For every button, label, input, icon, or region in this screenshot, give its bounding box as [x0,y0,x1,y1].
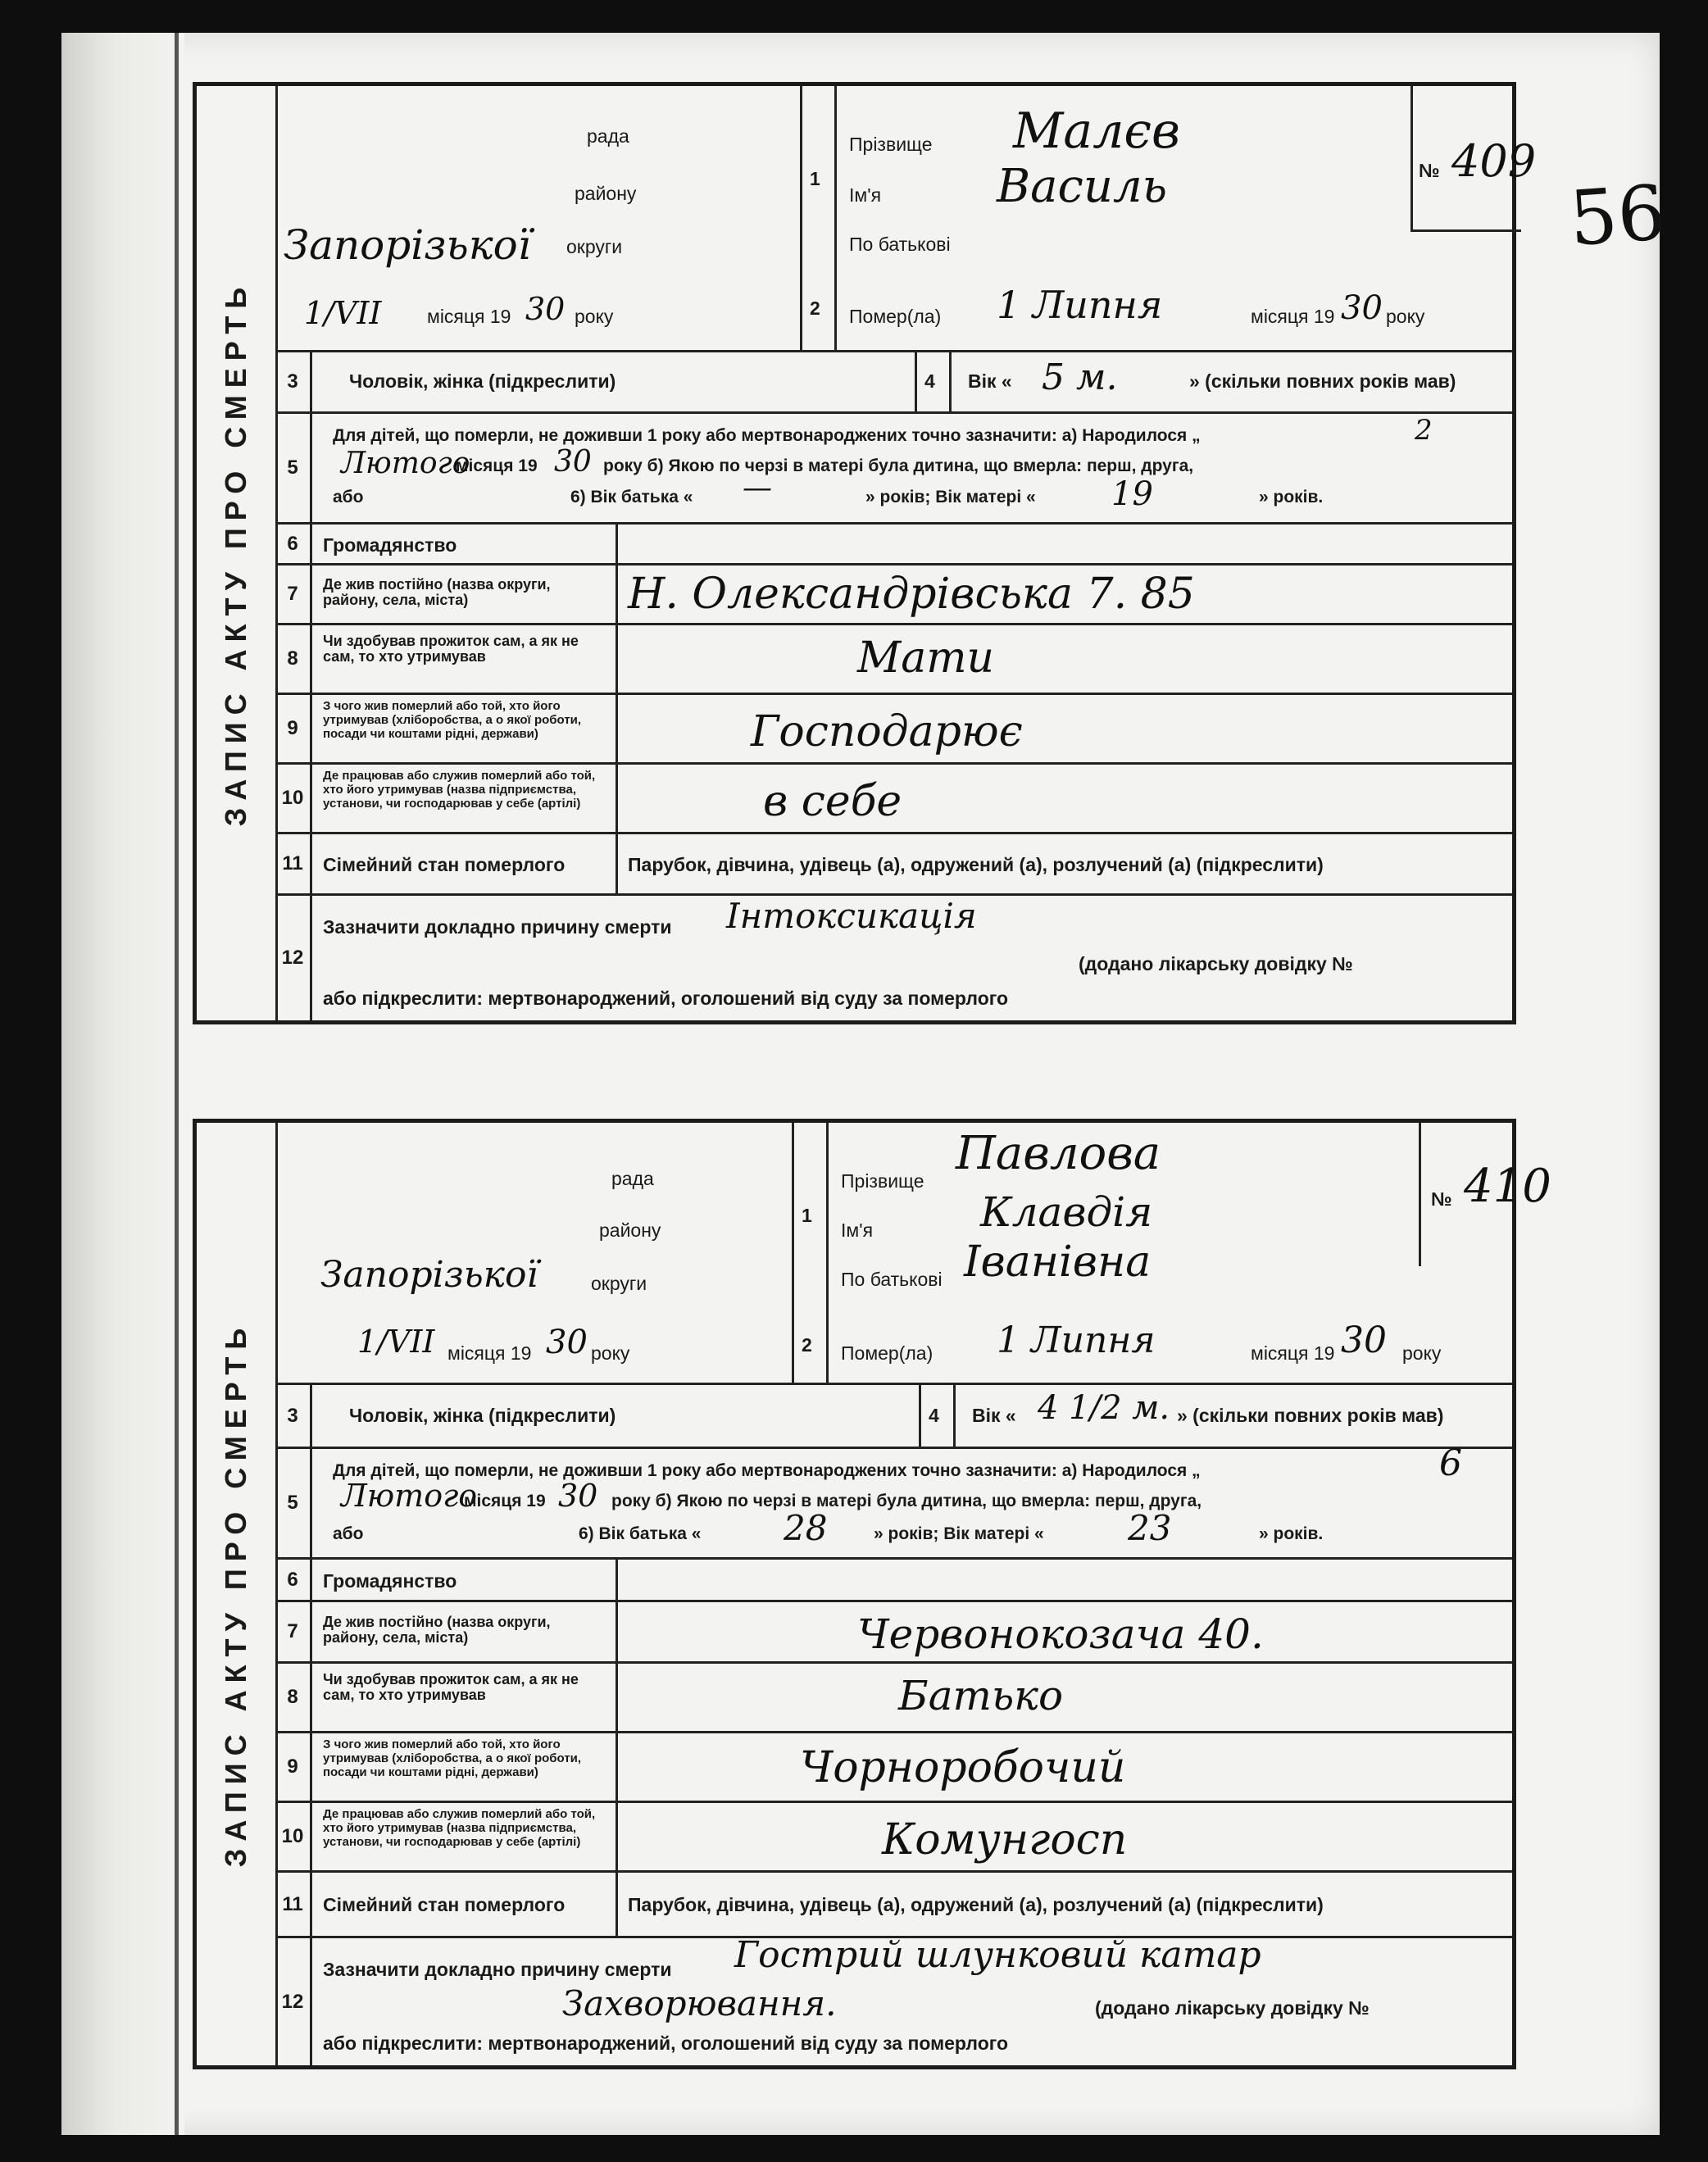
row-residence [275,1602,1512,1664]
handwritten-entry: 30 [525,291,566,327]
handwritten-entry: Батько [898,1672,1064,1719]
row-sex-age [275,1385,1512,1449]
form-label: Помер(ла) [841,1342,933,1364]
form-label: року б) Якою по черзі в матері була дитина, що вмерла: перш, друга, [611,1492,1202,1510]
cell-divider [949,352,952,411]
handwritten-entry: Іванівна [964,1238,1152,1287]
handwritten-entry: Запорізької [320,1254,538,1296]
row-number: 8 [275,625,312,693]
row-number: 12 [275,1938,312,2065]
row-number: 9 [275,695,312,762]
form-label: Громадянство [323,1570,457,1592]
handwritten-entry: Лютого [341,447,470,480]
died-date-value: 1 Липня [997,283,1163,327]
form-label: (додано лікарську довідку № [1095,1997,1370,2019]
form-label: або підкреслити: мертвонароджений, оголошений від суду за померлого [323,2033,1009,2054]
form-label: № [1419,160,1440,181]
handwritten-entry: Червонокозача 40. [857,1610,1264,1658]
residence-value: Н. Олександрівська 7. 85 [628,570,1195,619]
form-label: » років; Вік матері « [874,1524,1044,1543]
cell-divider [792,1123,794,1383]
handwritten-entry: Лютого [341,1478,478,1514]
row-number: 11 [275,1873,312,1936]
form-label: місяця 19 [447,1342,532,1364]
binding-edge [175,33,179,2135]
form-label: 4 [929,1405,939,1426]
handwritten-entry: 410 [1464,1160,1551,1213]
form-label: Вік « [972,1405,1016,1426]
page-number: 56 [1566,169,1669,263]
cell-divider [616,1873,618,1936]
death-record-1 [193,82,1537,1024]
form-label: округи [591,1273,647,1294]
handwritten-entry: Чорноробочий [800,1743,1126,1792]
form-label: району [599,1220,661,1241]
form-label: 6) Вік батька « [579,1524,702,1543]
handwritten-entry: 30 [1341,1319,1387,1361]
record-header [275,1123,1551,1385]
form-label: або підкреслити: мертвонароджений, оголошений від суду за померлого [323,988,1009,1009]
form-label: Парубок, дівчина, удівець (а), одружений (а), розлучений (а) (підкреслити) [628,1894,1324,1915]
form-label: Сімейний стан померлого [323,1894,566,1915]
record-header [275,86,1537,352]
row-number: 5 [275,1449,312,1557]
cell-divider [953,1385,956,1447]
cell-divider [616,1602,618,1661]
form-label: » років. [1259,488,1324,506]
form-label: З чого жив померлий або той, хто його утримував (хліборобства, а о якої роботи, посади чи коштами рідні, держави) [323,699,582,741]
handwritten-entry: 2 [1415,414,1433,447]
form-label: По батькові [841,1269,943,1290]
form-label: року [1402,1342,1442,1364]
form-label: 6) Вік батька « [570,488,693,506]
row-number: 6 [275,1560,312,1600]
form-element: ЗАПИС АКТУ ПРО СМЕРТЬ [219,279,252,827]
form-element [1410,86,1413,229]
form-label: » років; Вік матері « [865,488,1036,506]
form-label: По батькові [849,234,951,255]
record-side-title [197,1123,278,2065]
form-label: або [333,488,364,506]
form-label: рада [611,1168,654,1189]
form-label: Громадянство [323,534,457,556]
cell-divider [616,525,618,563]
form-label: Парубок, дівчина, удівець (а), одружений (а), розлучений (а) (підкреслити) [628,854,1324,875]
row-number: 6 [275,525,312,563]
row-citizenship [275,525,1512,565]
row-living-source [275,695,1512,765]
form-label: З чого жив померлий або той, хто його утримував (хліборобства, а о якої роботи, посади чи коштами рідні, держави) [323,1737,582,1779]
handwritten-entry: 1 Липня [997,1319,1156,1361]
row-support [275,1664,1512,1733]
record-side-title [197,86,278,1020]
form-label: Зазначити докладно причину смерти [323,1959,672,1980]
form-label: » років. [1259,1524,1324,1543]
row-marital [275,834,1512,896]
form-element: ЗАПИС АКТУ ПРО СМЕРТЬ [219,1320,252,1868]
row-number: 3 [275,352,312,411]
form-label: Вік « [968,370,1012,392]
cell-divider [826,1123,829,1383]
form-label: (додано лікарську довідку № [1079,953,1353,974]
handwritten-entry: в себе [763,777,902,826]
row-support [275,625,1512,695]
form-label: року [1386,306,1425,327]
form-label: Помер(ла) [849,306,942,327]
handwritten-entry: 30 [546,1324,588,1361]
form-label: Де працював або служив померлий або той, хто його утримував (назва підприємства, установи, чи господарював у себе (артілі) [323,769,596,811]
name-value: Василь [997,160,1168,213]
form-label: » (скільки повних років мав) [1189,370,1456,392]
handwritten-entry: Клавдія [980,1188,1153,1236]
cell-divider [616,565,618,623]
form-label: 2 [802,1334,812,1356]
form-element [1410,229,1521,232]
record-number: 409 [1451,135,1537,187]
form-label: Ім'я [849,184,882,206]
row-number: 10 [275,765,312,832]
handwritten-entry: Мати [857,634,995,683]
handwritten-entry: 6 [1439,1442,1462,1484]
form-label: місяця 19 [427,306,511,327]
cell-divider [616,1733,618,1801]
form-label: № [1431,1188,1452,1210]
row-cause [275,1934,1512,2065]
handwritten-entry: 28 [784,1508,828,1548]
form-label: року [575,306,614,327]
row-number: 11 [275,834,312,893]
form-label: місяця 19 [464,1492,546,1510]
handwritten-entry: 30 [558,1478,598,1514]
form-label: 1 [802,1205,812,1226]
form-label: місяця 19 [1251,306,1335,327]
row-living-source [275,1733,1512,1803]
row-number: 3 [275,1385,312,1447]
row-infant-info [275,414,1512,525]
row-marital [275,1873,1512,1938]
binding-spine [61,33,184,2135]
death-record-2 [193,1119,1551,2069]
row-number: 9 [275,1733,312,1801]
form-label: Де працював або служив померлий або той, хто його утримував (назва підприємства, установи, чи господарював у себе (артілі) [323,1807,596,1849]
form-label: Чоловік, жінка (підкреслити) [349,370,616,392]
handwritten-entry: Комунгосп [882,1815,1128,1864]
cell-divider [616,695,618,762]
handwritten-entry: Гострий шлунковий катар [734,1934,1261,1976]
form-label: Сімейний стан померлого [323,854,566,875]
form-label: Прізвище [841,1170,924,1192]
form-label: 1 [810,168,820,189]
form-label: району [575,183,637,204]
handwritten-entry: 30 [1341,289,1383,327]
row-sex-age [275,352,1512,414]
cause-value: Інтоксикація [726,896,977,936]
form-label: року [591,1342,630,1364]
form-label: місяця 19 [1251,1342,1335,1364]
form-label: Зазначити докладно причину смерти [323,916,672,938]
handwritten-entry: Павлова [956,1127,1161,1180]
row-workplace [275,765,1512,834]
form-label: року б) Якою по черзі в матері була дитина, що вмерла: перш, друга, [603,456,1194,475]
okruga-value: Запорізької [284,221,531,269]
row-citizenship [275,1560,1512,1602]
cell-divider [616,1803,618,1870]
form-label: Чи здобував прожиток сам, а як не сам, то хто утримував [323,633,579,665]
cell-divider [616,834,618,893]
cell-divider [616,1560,618,1600]
form-label: Чи здобував прожиток сам, а як не сам, то хто утримував [323,1671,579,1703]
surname-value: Малєв [1013,102,1180,160]
form-label: Прізвище [849,134,933,155]
handwritten-entry: 19 [1111,475,1153,513]
form-label: місяця 19 [456,456,538,475]
form-label: Де жив постійно (назва округи, району, села, міста) [323,1614,551,1646]
row-residence [275,565,1512,625]
handwritten-entry: 4 1/2 м. [1038,1389,1170,1427]
row-number: 5 [275,414,312,522]
handwritten-entry: Захворювання. [562,1983,837,2023]
form-label: Чоловік, жінка (підкреслити) [349,1405,616,1426]
form-label: або [333,1524,364,1543]
handwritten-entry: Господарює [751,707,1023,756]
form-element [1419,1123,1421,1266]
row-number: 7 [275,1602,312,1661]
form-label: рада [587,125,629,147]
form-label: 2 [810,298,820,319]
row-number: 12 [275,896,312,1020]
age-value: 5 м. [1042,357,1118,398]
cell-divider [800,86,802,350]
handwritten-entry: 1/VII [357,1324,435,1360]
form-label: Для дітей, що померли, не доживши 1 року або мертвонароджених точно зазначити: а) Народилося „ [333,426,1201,445]
handwritten-entry: — [743,471,772,505]
handwritten-entry: 30 [554,445,592,479]
row-number: 7 [275,565,312,623]
record-date-day: 1/VII [304,295,382,331]
cell-divider [834,86,837,350]
form-label: округи [566,236,623,257]
row-number: 8 [275,1664,312,1731]
row-number: 10 [275,1803,312,1870]
row-workplace [275,1803,1512,1873]
cell-divider [919,1385,921,1447]
cell-divider [915,352,917,411]
row-infant-info [275,1442,1512,1560]
handwritten-entry: 23 [1128,1508,1172,1548]
form-label: Ім'я [841,1220,874,1241]
form-label: Для дітей, що померли, не доживши 1 року або мертвонароджених точно зазначити: а) Народилося „ [333,1461,1201,1480]
form-label: » (скільки повних років мав) [1177,1405,1444,1426]
cell-divider [616,1664,618,1731]
form-label: 4 [924,370,935,392]
form-label: Де жив постійно (назва округи, району, села, міста) [323,576,551,608]
row-cause [275,896,1512,1020]
cell-divider [616,625,618,693]
cell-divider [616,765,618,832]
